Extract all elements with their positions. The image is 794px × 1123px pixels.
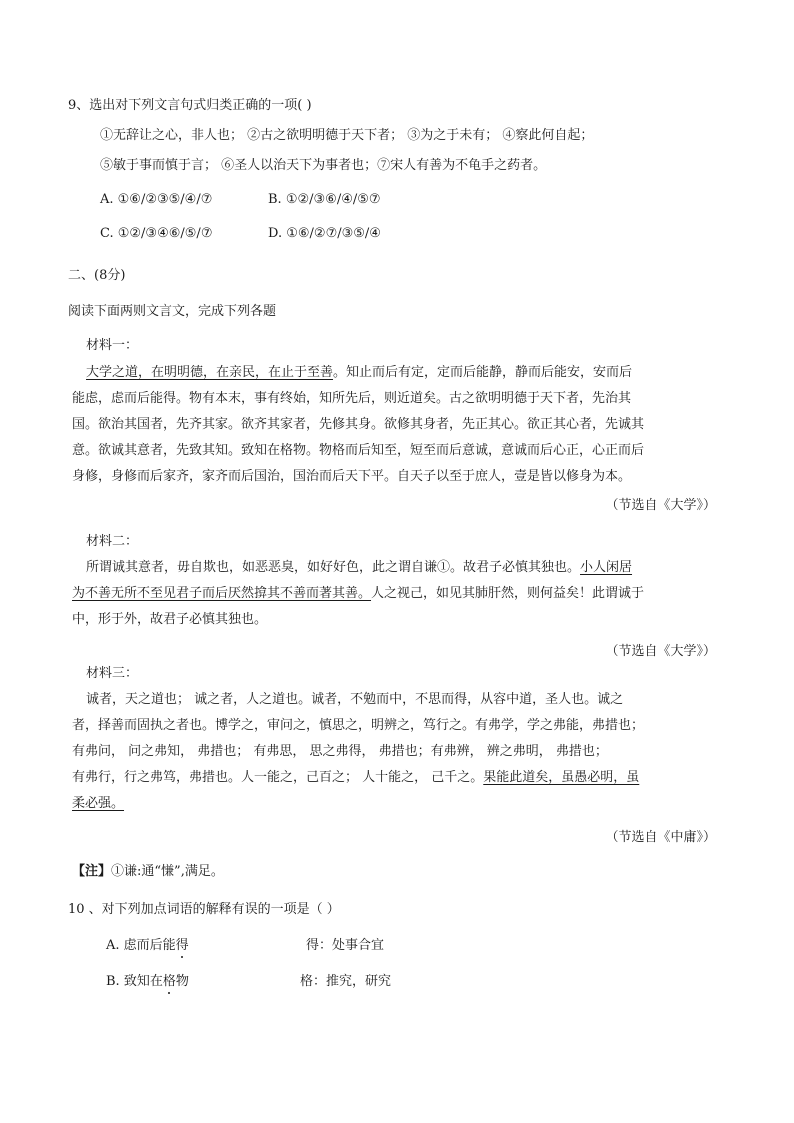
footnote — [72, 862, 224, 882]
material3-line1: 诚者，天之道也； 诚之者，人之道也。诚者，不勉而中，不思而得，从容中道，圣人也。诚之 — [86, 692, 624, 707]
q10-option-b-dotted-char: 格 — [162, 974, 176, 989]
q9-sentences-line1: ①无辞让之心，非人也； ②古之欲明明德于天下者； ③为之于未有； ④察此何自起； — [100, 128, 594, 143]
q9-option-a: A. ①⑥/②③⑤/④/⑦ — [100, 192, 213, 207]
q10-option-b-text: B. 致知在 — [106, 974, 163, 989]
material2-line2 — [72, 584, 644, 604]
material3-underlined-start: 果能此道矣，虽愚必明，虽 — [483, 770, 640, 785]
material2-line3: 中，形于外，故君子必慎其独也。 — [72, 612, 268, 627]
material1-line2: 能虑，虑而后能得。物有本末，事有终始，知所先后，则近道矣。古之欲明明德于天下者，先治其 — [72, 391, 632, 406]
material2-line1 — [86, 558, 632, 578]
q10-option-b-text-end: 物 — [175, 974, 189, 989]
material1-label: 材料一： — [86, 338, 139, 353]
section2-heading: 二、(8分) — [68, 268, 126, 283]
material3-line3: 有弗问， 问之弗知， 弗措也； 有弗思， 思之弗得， 弗措也；有弗辨， 辨之弗明， 弗措也； — [72, 744, 608, 759]
q10-option-b — [106, 972, 189, 992]
q9-option-b: B. ①②/③⑥/④/⑤⑦ — [268, 192, 381, 207]
q10-option-b-explanation: 格：推究，研究 — [300, 974, 392, 989]
q10-stem: 10 、对下列加点词语的解释有误的一项是（ ） — [68, 902, 340, 917]
q9-sentences-line2: ⑤敏于事而慎于言； ⑥圣人以治天下为事者也；⑦宋人有善为不龟手之药者。 — [100, 158, 547, 173]
material1-underlined-text: 大学之道，在明明德，在亲民，在止于至善 — [86, 365, 334, 380]
material3-label: 材料三： — [86, 666, 139, 681]
q10-option-a — [106, 936, 189, 956]
material1-line3: 国。欲治其国者，先齐其家。欲齐其家者，先修其身。欲修其身者，先正其心。欲正其心者，先诚其 — [72, 417, 645, 432]
q10-option-a-explanation: 得：处事合宜 — [306, 938, 385, 953]
material3-underlined-end: 柔必强。 — [72, 796, 125, 811]
material2-line2-rest: 人之视己，如见其肺肝然，则何益矣！此谓诚于 — [371, 586, 645, 601]
material2-line1-text: 所谓诚其意者，毋自欺也，如恶恶臭，如好好色，此之谓自谦①。故君子必慎其独也。 — [86, 560, 581, 575]
material3-line4-text: 有弗行，行之弗笃，弗措也。人一能之，己百之； 人十能之， 己千之。 — [72, 770, 484, 785]
material2-source: （节选自《大学》） — [605, 644, 716, 659]
material1-line1 — [86, 363, 632, 383]
material1-line4: 意。欲诚其意者，先致其知。致知在格物。物格而后知至，短至而后意诚，意诚而后心正，心正而后 — [72, 443, 645, 458]
material3-line5 — [72, 794, 124, 814]
section2-instruction: 阅读下面两则文言文，完成下列各题 — [68, 304, 277, 319]
footnote-marker: 【注】 — [72, 864, 112, 879]
footnote-text: ①谦:通“慊”,满足。 — [111, 864, 224, 879]
material2-underlined-start: 小人闲居 — [580, 560, 633, 575]
material1-line1-rest: 。知止而后有定，定而后能静，静而后能安，安而后 — [333, 365, 633, 380]
material2-label: 材料二： — [86, 534, 139, 549]
q9-option-c: C. ①②/③④⑥/⑤/⑦ — [100, 226, 213, 241]
material1-line5: 身修，身修而后家齐，家齐而后国治，国治而后天下平。自天子以至于庶人，壹是皆以修身为本。 — [72, 469, 632, 484]
material2-underlined-text: 为不善无所不至见君子而后厌然揜其不善而著其善。 — [72, 586, 372, 601]
q9-option-d: D. ①⑥/②⑦/③⑤/④ — [268, 226, 381, 241]
q9-stem: 9、选出对下列文言句式归类正确的一项( ) — [68, 98, 312, 113]
q10-option-a-text: A. 虑而后能 — [106, 938, 176, 953]
material3-line4 — [72, 768, 639, 788]
material3-line2: 者，择善而固执之者也。博学之，审问之，慎思之，明辨之，笃行之。有弗学，学之弗能，弗措也； — [72, 718, 645, 733]
q10-option-a-dotted-char: 得 — [175, 938, 189, 953]
material3-source: （节选自《中庸》） — [605, 830, 716, 845]
material1-source: （节选自《大学》） — [605, 498, 716, 513]
